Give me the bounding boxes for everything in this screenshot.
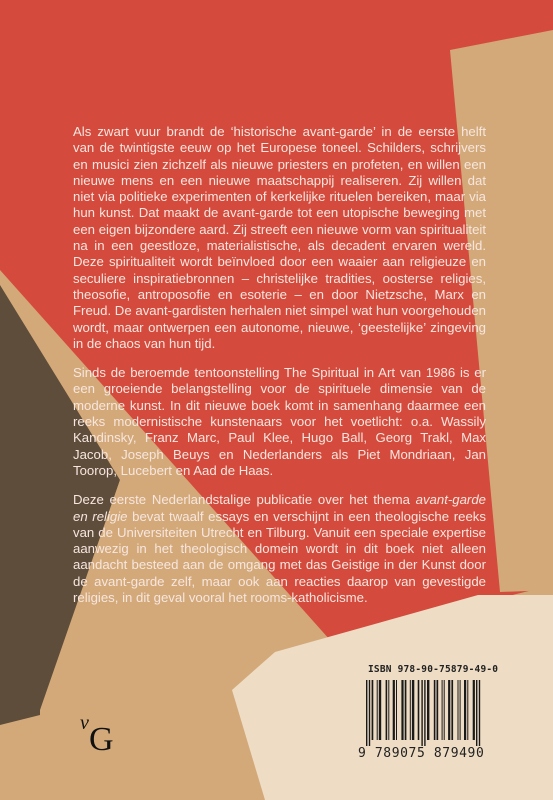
blurb-paragraph-2: Sinds de beroemde tentoonstelling The Spiritual in Art van 1986 is er een groeiende belangstelling voor de spirituele dimensie van de moderne kunst. In dit nieuwe boek komt in samenhang daarmee een reeks modernistische kunstenaars voor het voetlicht: o.a. Wassily Kandinsky, Franz Marc, Paul Klee, Hugo Ball, Georg Trakl, Max Jacob, Joseph Beuys en Nederlanders als Piet Mondriaan, Jan Toorop, Lucebert en Aad de Haas.: [73, 365, 486, 478]
barcode-bars: [364, 680, 514, 746]
barcode-bar: [444, 680, 445, 740]
barcode-bar: [442, 680, 443, 740]
barcode-bar: [369, 680, 370, 746]
barcode-bar: [479, 680, 480, 746]
isbn-barcode: [352, 660, 522, 772]
barcode-bar: [434, 680, 436, 740]
barcode-bar: [396, 680, 397, 740]
barcode-bar: [473, 680, 475, 740]
barcode-bar: [451, 680, 453, 740]
barcode-bar: [377, 680, 378, 740]
blurb-paragraph-1: Als zwart vuur brandt de ‘historische avant-garde’ in de eerste helft van de twintigste eeuw op het Europese toneel. Schilders, schrijvers en musici zien zichzelf als nieuwe priesters en profeten, en willen een nieuwe mens en een nieuwe maatschappij realiseren. Zij willen dat niet via politieke experimenten of kerkelijke rituelen bereiken, maar via hun kunst. Dat maakt de avant-garde tot een utopische beweging met een eigen bijzondere aard. Zij streeft een nieuwe vorm van spiritualiteit na in een geestloze, materialistische, als decadent ervaren wereld. Deze spiritualiteit wordt beïnvloed door een waaier aan religieuze en seculiere inspiratiebronnen – christelijke tradities, oosterse religies, theosofie, antroposofie en esoterie – en door Nietzsche, Marx en Freud. De avant-gardisten herhalen niet simpel wat hun voorgehouden wordt, maar ontwerpen een autonome, nieuwe, ‘geestelijke’ zingeving in de chaos van hun tijd.: [73, 124, 486, 351]
barcode-bar: [393, 680, 395, 740]
barcode-bar: [418, 680, 420, 740]
italic-theme-title: avant-garde en religie: [73, 492, 486, 524]
barcode-bar: [458, 680, 459, 740]
barcode-bar: [437, 680, 439, 740]
barcode-bar: [460, 680, 461, 740]
publisher-logo: [80, 712, 120, 762]
publisher-logo-g: G: [89, 721, 114, 758]
barcode-bar: [412, 680, 414, 740]
barcode-digits: 9 789075 879490: [358, 746, 485, 761]
barcode-bar: [467, 680, 468, 740]
blurb-text: [73, 124, 486, 619]
barcode-bar: [476, 680, 477, 746]
barcode-bar: [401, 680, 403, 740]
barcode-bar: [424, 680, 425, 746]
paragraph-3-text-end: bevat twaalf essays en verschijnt in een theologische reeks van de Universiteiten Utrecht en Tilburg. Vanuit een speciale expertise aanwezig in het theologisch domein wordt in dit boek niet alleen aandacht besteed aan de omgang met das Geistige in der Kunst door de avant-garde zelf, maar ook aan reacties daarop van gevestigde religies, in dit geval vooral het rooms-katholicisme.: [73, 508, 486, 606]
barcode-bar: [464, 680, 466, 740]
barcode-bar: [366, 680, 367, 746]
barcode-bar: [410, 680, 411, 740]
barcode-bar: [388, 680, 389, 740]
publisher-logo-v: v: [80, 712, 89, 734]
isbn-label: ISBN 978-90-75879-49-0: [368, 664, 499, 675]
barcode-bar: [421, 680, 422, 746]
barcode-bar: [379, 680, 381, 740]
barcode-bar: [448, 680, 450, 740]
barcode-bar: [405, 680, 407, 740]
blurb-paragraph-3: [73, 492, 486, 606]
barcode-bar: [372, 680, 374, 740]
paragraph-3-text-start: Deze eerste Nederlandstalige publicatie over het thema: [73, 492, 416, 508]
barcode-bar: [427, 680, 429, 740]
barcode-bar: [386, 680, 388, 740]
